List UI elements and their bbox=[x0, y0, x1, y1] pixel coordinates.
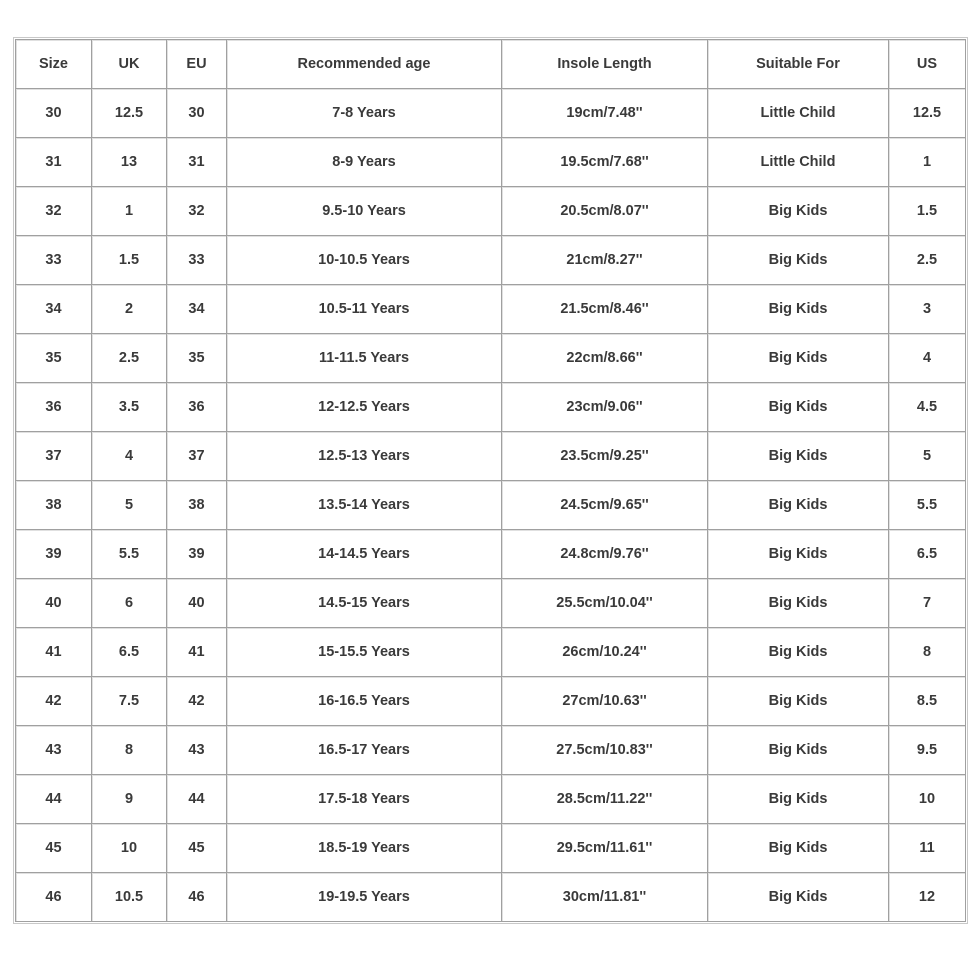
age-cell: 16-16.5 Years bbox=[227, 677, 502, 726]
insole-length-cell: 20.5cm/8.07'' bbox=[502, 187, 708, 236]
size-cell: 45 bbox=[16, 824, 92, 873]
age-cell: 10.5-11 Years bbox=[227, 285, 502, 334]
size-cell: 39 bbox=[16, 530, 92, 579]
eu-cell: 39 bbox=[167, 530, 227, 579]
us-cell: 6.5 bbox=[889, 530, 966, 579]
size-cell: 34 bbox=[16, 285, 92, 334]
table-row bbox=[16, 677, 966, 726]
eu-cell: 43 bbox=[167, 726, 227, 775]
header-row bbox=[16, 40, 966, 89]
insole-length-cell: 28.5cm/11.22'' bbox=[502, 775, 708, 824]
insole-length-cell: 25.5cm/10.04'' bbox=[502, 579, 708, 628]
header-eu: EU bbox=[167, 40, 227, 89]
uk-cell: 3.5 bbox=[92, 383, 167, 432]
us-cell: 12 bbox=[889, 873, 966, 922]
age-cell: 8-9 Years bbox=[227, 138, 502, 187]
insole-length-cell: 23.5cm/9.25'' bbox=[502, 432, 708, 481]
us-cell: 5.5 bbox=[889, 481, 966, 530]
size-cell: 41 bbox=[16, 628, 92, 677]
eu-cell: 42 bbox=[167, 677, 227, 726]
us-cell: 1 bbox=[889, 138, 966, 187]
size-cell: 36 bbox=[16, 383, 92, 432]
table-row bbox=[16, 285, 966, 334]
eu-cell: 45 bbox=[167, 824, 227, 873]
suitable-for-cell: Big Kids bbox=[708, 824, 889, 873]
header-size: Size bbox=[16, 40, 92, 89]
insole-length-cell: 26cm/10.24'' bbox=[502, 628, 708, 677]
table-row bbox=[16, 334, 966, 383]
eu-cell: 31 bbox=[167, 138, 227, 187]
size-chart-table bbox=[15, 39, 966, 922]
table-row bbox=[16, 775, 966, 824]
age-cell: 19-19.5 Years bbox=[227, 873, 502, 922]
us-cell: 7 bbox=[889, 579, 966, 628]
us-cell: 9.5 bbox=[889, 726, 966, 775]
size-cell: 38 bbox=[16, 481, 92, 530]
us-cell: 2.5 bbox=[889, 236, 966, 285]
suitable-for-cell: Big Kids bbox=[708, 383, 889, 432]
uk-cell: 4 bbox=[92, 432, 167, 481]
uk-cell: 5 bbox=[92, 481, 167, 530]
suitable-for-cell: Big Kids bbox=[708, 481, 889, 530]
uk-cell: 10.5 bbox=[92, 873, 167, 922]
table-row bbox=[16, 187, 966, 236]
insole-length-cell: 27cm/10.63'' bbox=[502, 677, 708, 726]
size-cell: 46 bbox=[16, 873, 92, 922]
size-cell: 42 bbox=[16, 677, 92, 726]
suitable-for-cell: Big Kids bbox=[708, 236, 889, 285]
us-cell: 12.5 bbox=[889, 89, 966, 138]
insole-length-cell: 29.5cm/11.61'' bbox=[502, 824, 708, 873]
insole-length-cell: 27.5cm/10.83'' bbox=[502, 726, 708, 775]
age-cell: 9.5-10 Years bbox=[227, 187, 502, 236]
age-cell: 14-14.5 Years bbox=[227, 530, 502, 579]
uk-cell: 2.5 bbox=[92, 334, 167, 383]
table-body bbox=[16, 89, 966, 922]
us-cell: 5 bbox=[889, 432, 966, 481]
suitable-for-cell: Big Kids bbox=[708, 285, 889, 334]
size-cell: 30 bbox=[16, 89, 92, 138]
eu-cell: 41 bbox=[167, 628, 227, 677]
suitable-for-cell: Big Kids bbox=[708, 873, 889, 922]
eu-cell: 33 bbox=[167, 236, 227, 285]
age-cell: 7-8 Years bbox=[227, 89, 502, 138]
uk-cell: 10 bbox=[92, 824, 167, 873]
insole-length-cell: 24.5cm/9.65'' bbox=[502, 481, 708, 530]
age-cell: 12-12.5 Years bbox=[227, 383, 502, 432]
table-row bbox=[16, 432, 966, 481]
insole-length-cell: 21cm/8.27'' bbox=[502, 236, 708, 285]
suitable-for-cell: Big Kids bbox=[708, 579, 889, 628]
header-insole-length: Insole Length bbox=[502, 40, 708, 89]
suitable-for-cell: Big Kids bbox=[708, 775, 889, 824]
us-cell: 11 bbox=[889, 824, 966, 873]
age-cell: 16.5-17 Years bbox=[227, 726, 502, 775]
uk-cell: 5.5 bbox=[92, 530, 167, 579]
table-row bbox=[16, 530, 966, 579]
age-cell: 17.5-18 Years bbox=[227, 775, 502, 824]
insole-length-cell: 19cm/7.48'' bbox=[502, 89, 708, 138]
size-cell: 40 bbox=[16, 579, 92, 628]
size-cell: 33 bbox=[16, 236, 92, 285]
insole-length-cell: 24.8cm/9.76'' bbox=[502, 530, 708, 579]
suitable-for-cell: Big Kids bbox=[708, 187, 889, 236]
uk-cell: 12.5 bbox=[92, 89, 167, 138]
table-row bbox=[16, 579, 966, 628]
size-cell: 37 bbox=[16, 432, 92, 481]
eu-cell: 40 bbox=[167, 579, 227, 628]
uk-cell: 9 bbox=[92, 775, 167, 824]
insole-length-cell: 21.5cm/8.46'' bbox=[502, 285, 708, 334]
uk-cell: 8 bbox=[92, 726, 167, 775]
age-cell: 14.5-15 Years bbox=[227, 579, 502, 628]
insole-length-cell: 30cm/11.81'' bbox=[502, 873, 708, 922]
uk-cell: 2 bbox=[92, 285, 167, 334]
us-cell: 1.5 bbox=[889, 187, 966, 236]
us-cell: 3 bbox=[889, 285, 966, 334]
table-row bbox=[16, 481, 966, 530]
header-recommended-age: Recommended age bbox=[227, 40, 502, 89]
uk-cell: 1.5 bbox=[92, 236, 167, 285]
suitable-for-cell: Big Kids bbox=[708, 334, 889, 383]
header-uk: UK bbox=[92, 40, 167, 89]
suitable-for-cell: Big Kids bbox=[708, 432, 889, 481]
size-cell: 43 bbox=[16, 726, 92, 775]
eu-cell: 32 bbox=[167, 187, 227, 236]
uk-cell: 6 bbox=[92, 579, 167, 628]
age-cell: 13.5-14 Years bbox=[227, 481, 502, 530]
insole-length-cell: 22cm/8.66'' bbox=[502, 334, 708, 383]
table-row bbox=[16, 138, 966, 187]
table-row bbox=[16, 89, 966, 138]
us-cell: 10 bbox=[889, 775, 966, 824]
suitable-for-cell: Big Kids bbox=[708, 530, 889, 579]
header-us: US bbox=[889, 40, 966, 89]
eu-cell: 36 bbox=[167, 383, 227, 432]
table-row bbox=[16, 236, 966, 285]
suitable-for-cell: Big Kids bbox=[708, 726, 889, 775]
uk-cell: 6.5 bbox=[92, 628, 167, 677]
table-row bbox=[16, 383, 966, 432]
us-cell: 8 bbox=[889, 628, 966, 677]
uk-cell: 13 bbox=[92, 138, 167, 187]
us-cell: 4.5 bbox=[889, 383, 966, 432]
insole-length-cell: 19.5cm/7.68'' bbox=[502, 138, 708, 187]
age-cell: 10-10.5 Years bbox=[227, 236, 502, 285]
size-cell: 32 bbox=[16, 187, 92, 236]
suitable-for-cell: Little Child bbox=[708, 89, 889, 138]
table-row bbox=[16, 824, 966, 873]
suitable-for-cell: Little Child bbox=[708, 138, 889, 187]
eu-cell: 46 bbox=[167, 873, 227, 922]
uk-cell: 7.5 bbox=[92, 677, 167, 726]
age-cell: 15-15.5 Years bbox=[227, 628, 502, 677]
insole-length-cell: 23cm/9.06'' bbox=[502, 383, 708, 432]
eu-cell: 44 bbox=[167, 775, 227, 824]
age-cell: 12.5-13 Years bbox=[227, 432, 502, 481]
size-cell: 35 bbox=[16, 334, 92, 383]
eu-cell: 38 bbox=[167, 481, 227, 530]
suitable-for-cell: Big Kids bbox=[708, 628, 889, 677]
uk-cell: 1 bbox=[92, 187, 167, 236]
eu-cell: 34 bbox=[167, 285, 227, 334]
table-row bbox=[16, 726, 966, 775]
size-cell: 31 bbox=[16, 138, 92, 187]
eu-cell: 35 bbox=[167, 334, 227, 383]
us-cell: 4 bbox=[889, 334, 966, 383]
eu-cell: 30 bbox=[167, 89, 227, 138]
age-cell: 11-11.5 Years bbox=[227, 334, 502, 383]
size-cell: 44 bbox=[16, 775, 92, 824]
age-cell: 18.5-19 Years bbox=[227, 824, 502, 873]
header-suitable-for: Suitable For bbox=[708, 40, 889, 89]
table-row bbox=[16, 873, 966, 922]
eu-cell: 37 bbox=[167, 432, 227, 481]
suitable-for-cell: Big Kids bbox=[708, 677, 889, 726]
table-row bbox=[16, 628, 966, 677]
us-cell: 8.5 bbox=[889, 677, 966, 726]
